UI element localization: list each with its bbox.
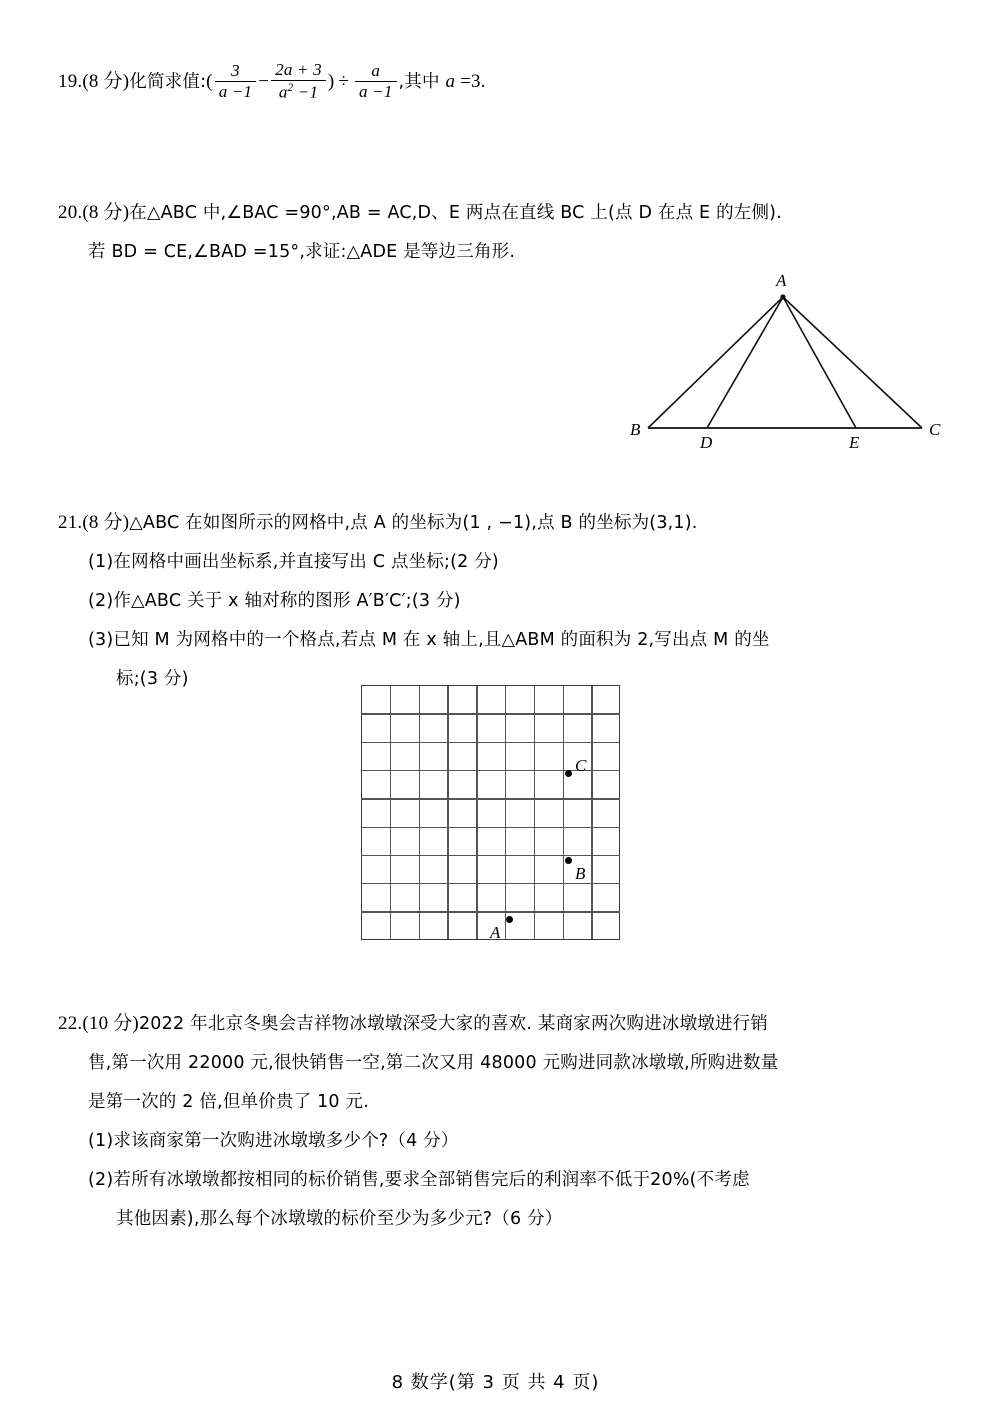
grid-line-h-6	[361, 855, 620, 856]
question-19	[58, 62, 486, 103]
grid-line-v-7	[563, 685, 564, 940]
question-20-line-1	[58, 193, 782, 233]
question-22-points: (10 分)	[82, 1013, 139, 1034]
figure-coordinate-grid	[361, 685, 620, 940]
paren-open: (	[206, 71, 213, 92]
question-21-sub-3	[58, 621, 770, 660]
question-22-sub1-text: (1)求该商家第一次购进冰墩墩多少个?（4 分）	[88, 1131, 459, 1151]
grid-point-c-label: C	[575, 756, 587, 775]
fraction-2-denominator	[271, 81, 326, 102]
grid-line-h-0	[361, 685, 620, 686]
label-e: E	[849, 433, 860, 452]
grid-line-h-4	[361, 798, 620, 799]
question-21-sub3-text: (3)已知 M 为网格中的一个格点,若点 M 在 x 轴上,且△ABM 的面积为 2,写出点 M 的坐	[88, 630, 770, 650]
question-22-line-2	[58, 1044, 778, 1083]
fraction-3-denominator: a −1	[359, 82, 393, 102]
question-22	[58, 1004, 778, 1239]
question-22-number: 22.	[58, 1013, 83, 1034]
question-20-points: (8 分)	[82, 202, 130, 223]
label-b: B	[630, 420, 641, 439]
question-19-prompt: 化简求值:	[129, 72, 207, 92]
grid-line-v-0	[361, 685, 362, 940]
segment-ae	[783, 297, 856, 428]
grid-line-h-8	[361, 911, 620, 912]
grid-point-b-dot	[565, 857, 572, 864]
grid-line-v-4	[476, 685, 477, 940]
grid-line-h-2	[361, 742, 620, 743]
segment-ac	[783, 297, 922, 428]
grid-point-a-dot	[506, 916, 513, 923]
label-a: A	[776, 271, 787, 290]
question-19-value: =3.	[455, 71, 486, 92]
question-21-sub-2	[58, 582, 770, 621]
question-22-sub-2-cont	[58, 1200, 778, 1239]
paren-close: )	[327, 71, 335, 92]
vertex-a-dot	[780, 294, 785, 299]
question-22-sub2-text-cont: 其他因素),那么每个冰墩墩的标价至少为多少元?（6 分）	[116, 1209, 563, 1229]
fraction-2-den-base: a	[278, 83, 288, 103]
question-22-text-2: 售,第一次用 22000 元,很快销售一空,第二次又用 48000 元购进同款冰墩墩,所购进数量	[88, 1053, 779, 1073]
minus-operator: −	[258, 71, 270, 92]
grid-line-v-1	[390, 685, 391, 940]
question-21-sub3-text-cont: 标;(3 分)	[116, 669, 189, 689]
question-20-number: 20.	[58, 202, 83, 223]
grid-line-v-3	[447, 685, 448, 940]
question-22-text-1: 2022 年北京冬奥会吉祥物冰墩墩深受大家的喜欢. 某商家两次购进冰墩墩进行销	[138, 1014, 768, 1034]
segment-ab	[648, 297, 783, 428]
page-footer-text: 8 数学(第 3 页 共 4 页)	[391, 1372, 600, 1393]
divide-operator: ÷	[338, 71, 349, 92]
grid-line-v-9	[619, 685, 620, 940]
question-21-text-1: △ABC 在如图所示的网格中,点 A 的坐标为(1 , −1),点 B 的坐标为(3,1).	[129, 513, 698, 533]
grid-line-v-8	[591, 685, 592, 940]
grid-line-h-5	[361, 827, 620, 828]
fraction-3	[355, 62, 397, 102]
question-19-number: 19.	[58, 71, 83, 92]
fraction-2-den-tail: −1	[293, 83, 319, 103]
grid-point-b-label: B	[575, 864, 586, 883]
grid-line-v-5	[505, 685, 506, 940]
question-22-text-3: 是第一次的 2 倍,但单价贵了 10 元.	[88, 1092, 369, 1112]
fraction-2-den-exponent: 2	[287, 82, 294, 95]
question-21-sub-1	[58, 543, 770, 582]
fraction-2-numerator: 2a + 3	[271, 61, 326, 81]
question-20-text-1: 在△ABC 中,∠BAC =90°,AB = AC,D、E 两点在直线 BC 上(点 D 在点 E 的左侧).	[129, 203, 782, 223]
question-21-sub1-text: (1)在网格中画出坐标系,并直接写出 C 点坐标;(2 分)	[88, 552, 499, 572]
grid-line-h-1	[361, 713, 620, 714]
question-20-text-2: 若 BD = CE,∠BAD =15°,求证:△ADE 是等边三角形.	[88, 242, 516, 262]
question-19-line-1	[58, 62, 486, 103]
segment-ad	[707, 297, 783, 428]
fraction-1-denominator: a −1	[218, 82, 253, 102]
question-22-sub-1	[58, 1122, 778, 1161]
question-21-points: (8 分)	[82, 512, 130, 533]
question-20	[58, 193, 782, 272]
label-d: D	[700, 433, 713, 452]
question-22-line-1	[58, 1004, 778, 1044]
question-22-sub-2	[58, 1161, 778, 1200]
question-22-line-3	[58, 1083, 778, 1122]
question-19-tail: ,其中	[398, 72, 446, 92]
fraction-3-numerator: a	[355, 62, 397, 82]
question-22-sub2-text: (2)若所有冰墩墩都按相同的标价销售,要求全部销售完后的利润率不低于20%(不考虑	[88, 1170, 750, 1190]
fraction-1	[215, 62, 257, 102]
grid-point-c-dot	[565, 770, 572, 777]
question-19-variable: a	[445, 71, 456, 92]
label-c: C	[929, 420, 941, 439]
page-footer	[0, 1368, 991, 1394]
triangle-svg	[600, 265, 970, 465]
grid-point-a-label: A	[490, 923, 501, 942]
fraction-1-numerator: 3	[215, 62, 257, 82]
question-21	[58, 503, 770, 699]
figure-triangle-abc	[600, 265, 970, 465]
fraction-2	[271, 61, 326, 102]
question-21-sub2-text: (2)作△ABC 关于 x 轴对称的图形 A′B′C′;(3 分)	[88, 591, 461, 611]
question-19-points: (8 分)	[82, 71, 130, 92]
grid-line-v-2	[419, 685, 420, 940]
grid-line-v-6	[534, 685, 535, 940]
question-21-line-1	[58, 503, 770, 543]
question-21-number: 21.	[58, 512, 83, 533]
